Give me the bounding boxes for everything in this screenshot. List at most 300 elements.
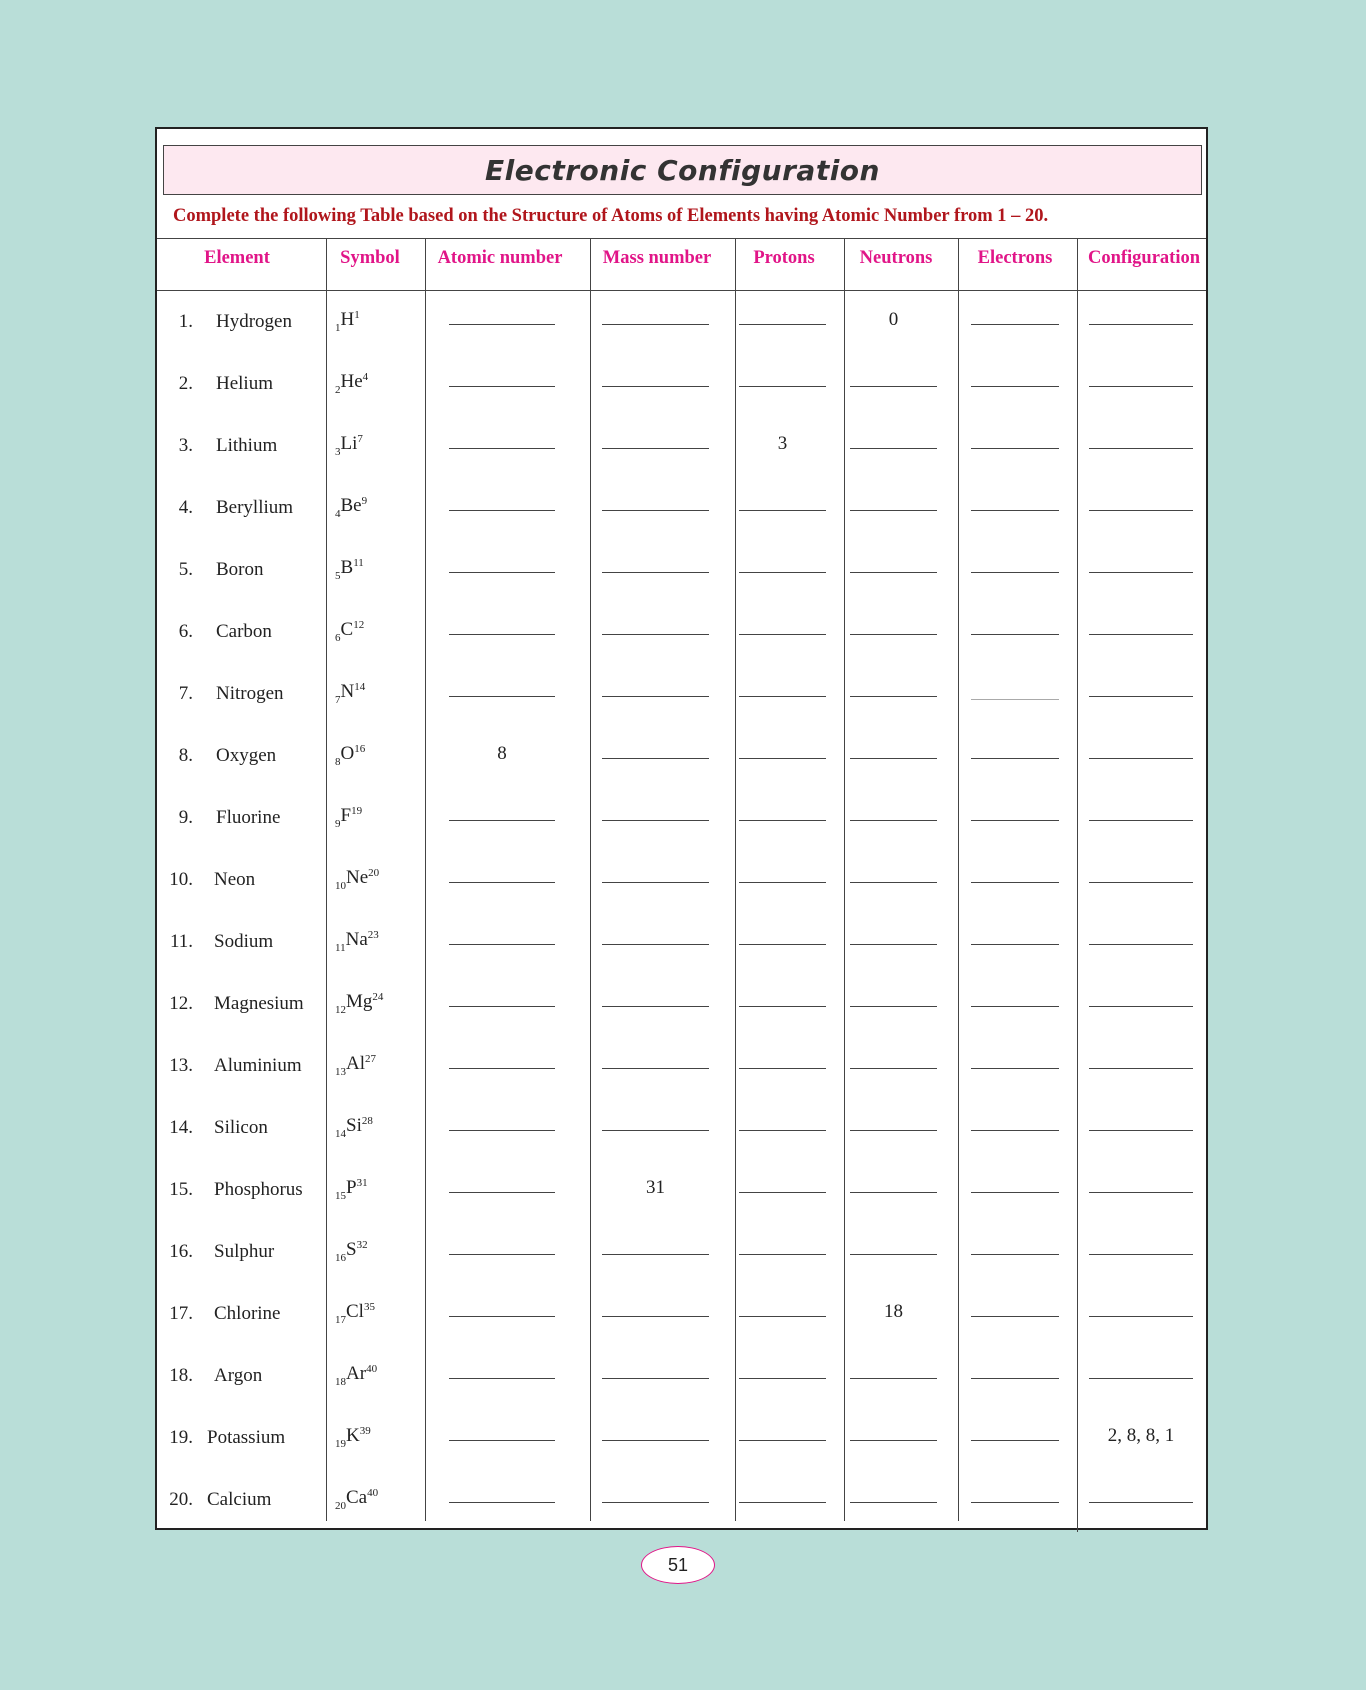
configuration-cell[interactable]: [1089, 613, 1193, 643]
mass-number-superscript: 12: [353, 619, 365, 631]
element-name: Aluminium: [214, 1055, 302, 1076]
answer-blank-line: [449, 1440, 555, 1441]
table-row: [157, 489, 1206, 551]
configuration-cell[interactable]: [1089, 861, 1193, 891]
protons-cell[interactable]: [739, 427, 826, 457]
answer-blank-line: [602, 324, 709, 325]
symbol-letters: Be: [340, 495, 362, 516]
answer-blank-line: [850, 1006, 937, 1007]
header-element: Element: [204, 248, 270, 268]
protons-cell[interactable]: [739, 489, 826, 519]
atomic-number-subscript: 3: [335, 446, 341, 458]
symbol-letters: Mg: [346, 991, 373, 1012]
neutrons-cell[interactable]: [850, 985, 937, 1015]
atomic-number-subscript: 6: [335, 632, 341, 644]
answer-blank-line: [971, 1130, 1059, 1131]
element-name: Calcium: [207, 1489, 272, 1510]
atomic-number-cell[interactable]: [449, 427, 555, 457]
protons-cell[interactable]: [739, 861, 826, 891]
electrons-cell[interactable]: [971, 1171, 1059, 1201]
answer-blank-line: [971, 882, 1059, 883]
table-row: [157, 923, 1206, 985]
atomic-number-cell[interactable]: [449, 675, 555, 705]
atomic-number-cell[interactable]: [449, 799, 555, 829]
protons-cell[interactable]: [739, 1357, 826, 1387]
electrons-cell[interactable]: [971, 985, 1059, 1015]
element-symbol: [335, 1053, 376, 1078]
row-number: 3.: [178, 435, 193, 456]
answer-blank-line: [449, 1068, 555, 1069]
answer-blank-line: [739, 386, 826, 387]
element-name: Chlorine: [214, 1303, 281, 1324]
configuration-cell[interactable]: [1089, 427, 1193, 457]
protons-cell[interactable]: [739, 1047, 826, 1077]
answer-blank-line: [850, 882, 937, 883]
electrons-cell[interactable]: [971, 1295, 1059, 1325]
answer-blank-line: [1089, 1502, 1193, 1503]
neutrons-cell[interactable]: [850, 1295, 937, 1325]
answer-blank-line: [1089, 572, 1193, 573]
electrons-cell[interactable]: [971, 1109, 1059, 1139]
atomic-number-value: 8: [497, 743, 507, 764]
answer-blank-line: [449, 1192, 555, 1193]
neutrons-cell[interactable]: [850, 303, 937, 333]
atomic-number-subscript: 12: [335, 1004, 346, 1016]
atomic-number-cell[interactable]: [449, 1109, 555, 1139]
header-atomic-number: Atomic number: [437, 248, 563, 268]
answer-blank-line: [850, 1068, 937, 1069]
header-mass-number: Mass number: [602, 248, 712, 268]
neutrons-cell[interactable]: [850, 1171, 937, 1201]
neutrons-cell[interactable]: [850, 737, 937, 767]
atomic-number-cell[interactable]: [449, 1419, 555, 1449]
mass-number-cell[interactable]: [602, 1171, 709, 1201]
mass-number-cell[interactable]: [602, 303, 709, 333]
atomic-number-cell[interactable]: [449, 1481, 555, 1511]
configuration-cell[interactable]: [1089, 1295, 1193, 1325]
atomic-number-cell[interactable]: [449, 1233, 555, 1263]
table-row: [157, 1171, 1206, 1233]
answer-blank-line: [1089, 1378, 1193, 1379]
neutrons-cell[interactable]: [850, 1233, 937, 1263]
header-configuration: Configuration: [1087, 248, 1201, 268]
answer-blank-line: [971, 1378, 1059, 1379]
neutrons-cell[interactable]: [850, 675, 937, 705]
answer-blank-line: [739, 1316, 826, 1317]
protons-cell[interactable]: [739, 737, 826, 767]
atomic-number-cell[interactable]: [449, 489, 555, 519]
answer-blank-line: [602, 448, 709, 449]
mass-number-superscript: 4: [362, 371, 369, 383]
element-symbol: [335, 495, 367, 520]
answer-blank-line: [739, 1502, 826, 1503]
element-symbol: [335, 433, 363, 458]
mass-number-superscript: 28: [361, 1115, 373, 1127]
element-name: Oxygen: [216, 745, 277, 766]
answer-blank-line: [850, 1130, 937, 1131]
protons-cell[interactable]: [739, 613, 826, 643]
answer-blank-line: [739, 820, 826, 821]
row-number: 4.: [178, 497, 193, 518]
configuration-cell[interactable]: [1089, 737, 1193, 767]
electrons-cell[interactable]: [971, 1419, 1059, 1449]
answer-blank-line: [449, 882, 555, 883]
row-number: 7.: [178, 683, 193, 704]
atomic-number-cell[interactable]: [449, 1171, 555, 1201]
protons-cell[interactable]: [739, 1419, 826, 1449]
mass-number-superscript: 32: [356, 1239, 368, 1251]
answer-blank-line: [850, 1254, 937, 1255]
table-row: [157, 551, 1206, 613]
answer-blank-line: [449, 696, 555, 697]
electrons-cell[interactable]: [971, 737, 1059, 767]
configuration-cell[interactable]: [1089, 1357, 1193, 1387]
electrons-cell[interactable]: [971, 1481, 1059, 1511]
configuration-cell[interactable]: [1089, 675, 1193, 705]
table-row: [157, 1419, 1206, 1481]
answer-blank-line: [449, 510, 555, 511]
neutrons-cell[interactable]: [850, 1047, 937, 1077]
answer-blank-line: [602, 1130, 709, 1131]
protons-cell[interactable]: [739, 551, 826, 581]
header-neutrons: Neutrons: [859, 248, 933, 268]
symbol-letters: Na: [345, 929, 368, 950]
configuration-cell[interactable]: [1089, 1233, 1193, 1263]
answer-blank-line: [602, 572, 709, 573]
electrons-cell[interactable]: [971, 551, 1059, 581]
mass-number-cell[interactable]: [602, 923, 709, 953]
atomic-number-cell[interactable]: [449, 365, 555, 395]
table-row: [157, 675, 1206, 737]
atomic-number-subscript: 18: [335, 1376, 346, 1388]
answer-blank-line: [739, 696, 826, 697]
header-bottom-rule: [157, 290, 1206, 291]
electrons-cell[interactable]: [971, 489, 1059, 519]
protons-cell[interactable]: [739, 303, 826, 333]
answer-blank-line: [1089, 634, 1193, 635]
protons-cell[interactable]: [739, 1109, 826, 1139]
mass-number-cell[interactable]: [602, 675, 709, 705]
row-number: 2.: [178, 373, 193, 394]
answer-blank-line: [850, 1192, 937, 1193]
row-number: 13.: [169, 1055, 193, 1076]
mass-number-cell[interactable]: [602, 1419, 709, 1449]
answer-blank-line: [602, 1440, 709, 1441]
table-row: [157, 1233, 1206, 1295]
page-title: Electronic Configuration: [485, 153, 880, 187]
row-number: 1.: [178, 311, 193, 332]
symbol-letters: F: [340, 805, 352, 826]
answer-blank-line: [850, 386, 937, 387]
row-number: 11.: [169, 931, 193, 952]
answer-blank-line: [602, 1502, 709, 1503]
configuration-cell[interactable]: [1089, 1481, 1193, 1511]
answer-blank-line: [739, 1192, 826, 1193]
element-symbol: [335, 1115, 373, 1140]
mass-number-cell[interactable]: [602, 861, 709, 891]
answer-blank-line: [971, 448, 1059, 449]
answer-blank-line: [1089, 324, 1193, 325]
electrons-cell[interactable]: [971, 923, 1059, 953]
protons-cell[interactable]: [739, 1295, 826, 1325]
answer-blank-line: [449, 1316, 555, 1317]
configuration-cell[interactable]: [1089, 1109, 1193, 1139]
element-symbol: [335, 1425, 371, 1450]
mass-number-superscript: 14: [354, 681, 366, 693]
answer-blank-line: [971, 386, 1059, 387]
configuration-cell[interactable]: [1089, 1047, 1193, 1077]
configuration-cell[interactable]: [1089, 923, 1193, 953]
configuration-cell[interactable]: [1089, 489, 1193, 519]
symbol-letters: P: [346, 1177, 357, 1198]
answer-blank-line: [739, 1130, 826, 1131]
answer-blank-line: [739, 510, 826, 511]
protons-cell[interactable]: [739, 1481, 826, 1511]
answer-blank-line: [1089, 1068, 1193, 1069]
neutrons-cell[interactable]: [850, 1109, 937, 1139]
neutrons-cell[interactable]: [850, 551, 937, 581]
symbol-letters: Ne: [346, 867, 369, 888]
row-number: 20.: [169, 1489, 193, 1510]
symbol-letters: Al: [346, 1053, 365, 1074]
protons-cell[interactable]: [739, 365, 826, 395]
header-electrons: Electrons: [977, 248, 1053, 268]
mass-number-cell[interactable]: [602, 1233, 709, 1263]
answer-blank-line: [602, 386, 709, 387]
electrons-cell[interactable]: [971, 1047, 1059, 1077]
mass-number-superscript: 24: [372, 991, 384, 1003]
answer-blank-line: [739, 1006, 826, 1007]
instruction-text: Complete the following Table based on the Structure of Atoms of Elements having Atomic Number from 1 – 20.: [173, 206, 1049, 226]
answer-blank-line: [971, 634, 1059, 635]
configuration-cell[interactable]: [1089, 1171, 1193, 1201]
neutrons-cell[interactable]: [850, 923, 937, 953]
answer-blank-line: [971, 944, 1059, 945]
neutrons-cell[interactable]: [850, 1419, 937, 1449]
mass-number-superscript: 23: [367, 929, 379, 941]
symbol-letters: K: [346, 1425, 360, 1446]
neutrons-cell[interactable]: [850, 1481, 937, 1511]
neutrons-cell[interactable]: [850, 427, 937, 457]
electrons-cell[interactable]: [971, 675, 1059, 705]
answer-blank-line: [1089, 758, 1193, 759]
mass-number-cell[interactable]: [602, 489, 709, 519]
protons-cell[interactable]: [739, 799, 826, 829]
answer-blank-line: [449, 1502, 555, 1503]
mass-number-superscript: 35: [363, 1301, 375, 1313]
mass-number-cell[interactable]: [602, 985, 709, 1015]
mass-number-superscript: 20: [368, 867, 380, 879]
table-row: [157, 985, 1206, 1047]
answer-blank-line: [602, 882, 709, 883]
answer-blank-line: [1089, 1254, 1193, 1255]
neutrons-cell[interactable]: [850, 365, 937, 395]
neutrons-cell[interactable]: [850, 489, 937, 519]
element-symbol: [335, 805, 362, 830]
element-name: Silicon: [214, 1117, 268, 1138]
element-name: Sulphur: [214, 1241, 275, 1262]
configuration-cell[interactable]: [1089, 551, 1193, 581]
mass-number-cell[interactable]: [602, 365, 709, 395]
mass-number-cell[interactable]: [602, 1357, 709, 1387]
atomic-number-subscript: 7: [335, 694, 341, 706]
table-row: [157, 1481, 1206, 1543]
atomic-number-subscript: 1: [335, 322, 341, 334]
element-symbol: [335, 867, 379, 892]
answer-blank-line: [602, 1254, 709, 1255]
atomic-number-cell[interactable]: [449, 737, 555, 767]
element-name: Argon: [214, 1365, 263, 1386]
table-row: [157, 613, 1206, 675]
atomic-number-cell[interactable]: [449, 613, 555, 643]
answer-blank-line: [739, 572, 826, 573]
atomic-number-cell[interactable]: [449, 1295, 555, 1325]
answer-blank-line: [602, 696, 709, 697]
protons-cell[interactable]: [739, 675, 826, 705]
electrons-cell[interactable]: [971, 613, 1059, 643]
atomic-number-cell[interactable]: [449, 861, 555, 891]
answer-blank-line: [739, 944, 826, 945]
element-symbol: [335, 929, 379, 954]
element-symbol: [335, 1301, 375, 1326]
mass-number-superscript: 39: [359, 1425, 371, 1437]
mass-number-cell[interactable]: [602, 427, 709, 457]
symbol-letters: N: [340, 681, 355, 702]
mass-number-cell[interactable]: [602, 1295, 709, 1325]
answer-blank-line: [850, 820, 937, 821]
electrons-cell[interactable]: [971, 365, 1059, 395]
table-row: [157, 1109, 1206, 1171]
element-name: Phosphorus: [214, 1179, 303, 1200]
answer-blank-line: [971, 820, 1059, 821]
configuration-cell[interactable]: [1089, 985, 1193, 1015]
mass-number-superscript: 40: [366, 1363, 378, 1375]
electrons-cell[interactable]: [971, 303, 1059, 333]
electrons-cell[interactable]: [971, 861, 1059, 891]
answer-blank-line: [971, 1316, 1059, 1317]
mass-number-cell[interactable]: [602, 1481, 709, 1511]
configuration-cell[interactable]: [1089, 303, 1193, 333]
symbol-letters: O: [340, 743, 355, 764]
answer-blank-line: [449, 324, 555, 325]
answer-blank-line: [850, 1440, 937, 1441]
atomic-number-cell[interactable]: [449, 923, 555, 953]
element-symbol: [335, 371, 368, 396]
row-number: 12.: [169, 993, 193, 1014]
symbol-letters: Si: [346, 1115, 362, 1136]
electrons-cell[interactable]: [971, 427, 1059, 457]
configuration-value: 2, 8, 8, 1: [1107, 1425, 1175, 1446]
answer-blank-line: [602, 510, 709, 511]
table-row: [157, 737, 1206, 799]
mass-number-cell[interactable]: [602, 613, 709, 643]
answer-blank-line: [602, 1068, 709, 1069]
configuration-cell[interactable]: [1089, 1419, 1193, 1449]
answer-blank-line: [449, 1254, 555, 1255]
protons-cell[interactable]: [739, 923, 826, 953]
atomic-number-cell[interactable]: [449, 551, 555, 581]
answer-blank-line: [850, 572, 937, 573]
mass-number-superscript: 1: [354, 309, 360, 321]
element-name: Sodium: [214, 931, 274, 952]
mass-number-cell[interactable]: [602, 551, 709, 581]
neutrons-value: 0: [888, 309, 899, 330]
neutrons-cell[interactable]: [850, 861, 937, 891]
answer-blank-line: [971, 1254, 1059, 1255]
answer-blank-line: [449, 1006, 555, 1007]
neutrons-cell[interactable]: [850, 799, 937, 829]
neutrons-value: 18: [884, 1301, 903, 1322]
atomic-number-subscript: 11: [335, 942, 346, 954]
configuration-cell[interactable]: [1089, 799, 1193, 829]
answer-blank-line: [850, 944, 937, 945]
answer-blank-line: [1089, 1192, 1193, 1193]
answer-blank-line: [602, 944, 709, 945]
electrons-cell[interactable]: [971, 799, 1059, 829]
mass-number-superscript: 31: [356, 1177, 368, 1189]
neutrons-cell[interactable]: [850, 613, 937, 643]
atomic-number-cell[interactable]: [449, 303, 555, 333]
answer-blank-line: [739, 882, 826, 883]
answer-blank-line: [850, 696, 937, 697]
atomic-number-subscript: 17: [335, 1314, 346, 1326]
element-name: Lithium: [216, 435, 278, 456]
answer-blank-line: [739, 324, 826, 325]
table-row: [157, 799, 1206, 861]
protons-cell[interactable]: [739, 1233, 826, 1263]
answer-blank-line: [739, 1440, 826, 1441]
element-name: Potassium: [207, 1427, 286, 1448]
atomic-number-cell[interactable]: [449, 1047, 555, 1077]
element-name: Boron: [216, 559, 264, 580]
answer-blank-line: [1089, 1316, 1193, 1317]
symbol-letters: S: [346, 1239, 357, 1260]
element-name: Neon: [214, 869, 256, 890]
answer-blank-line: [449, 386, 555, 387]
symbol-letters: He: [340, 371, 363, 392]
mass-number-cell[interactable]: [602, 799, 709, 829]
protons-value: 3: [777, 433, 788, 454]
answer-blank-line: [971, 1068, 1059, 1069]
mass-number-cell[interactable]: [602, 1109, 709, 1139]
atomic-number-subscript: 20: [335, 1500, 346, 1512]
mass-number-superscript: 9: [361, 495, 368, 507]
neutrons-cell[interactable]: [850, 1357, 937, 1387]
electrons-cell[interactable]: [971, 1357, 1059, 1387]
table-row: [157, 365, 1206, 427]
answer-blank-line: [971, 758, 1059, 759]
mass-number-cell[interactable]: [602, 1047, 709, 1077]
protons-cell[interactable]: [739, 1171, 826, 1201]
atomic-number-subscript: 14: [335, 1128, 346, 1140]
answer-blank-line: [449, 820, 555, 821]
element-symbol: [335, 1177, 368, 1202]
atomic-number-cell[interactable]: [449, 1357, 555, 1387]
atomic-number-subscript: 16: [335, 1252, 346, 1264]
symbol-letters: B: [340, 557, 354, 578]
electrons-cell[interactable]: [971, 1233, 1059, 1263]
mass-number-cell[interactable]: [602, 737, 709, 767]
answer-blank-line: [602, 820, 709, 821]
answer-blank-line: [850, 758, 937, 759]
protons-cell[interactable]: [739, 985, 826, 1015]
mass-number-superscript: 19: [351, 805, 363, 817]
answer-blank-line: [449, 448, 555, 449]
symbol-letters: Ca: [346, 1487, 368, 1508]
atomic-number-subscript: 13: [335, 1066, 346, 1078]
configuration-cell[interactable]: [1089, 365, 1193, 395]
atomic-number-cell[interactable]: [449, 985, 555, 1015]
